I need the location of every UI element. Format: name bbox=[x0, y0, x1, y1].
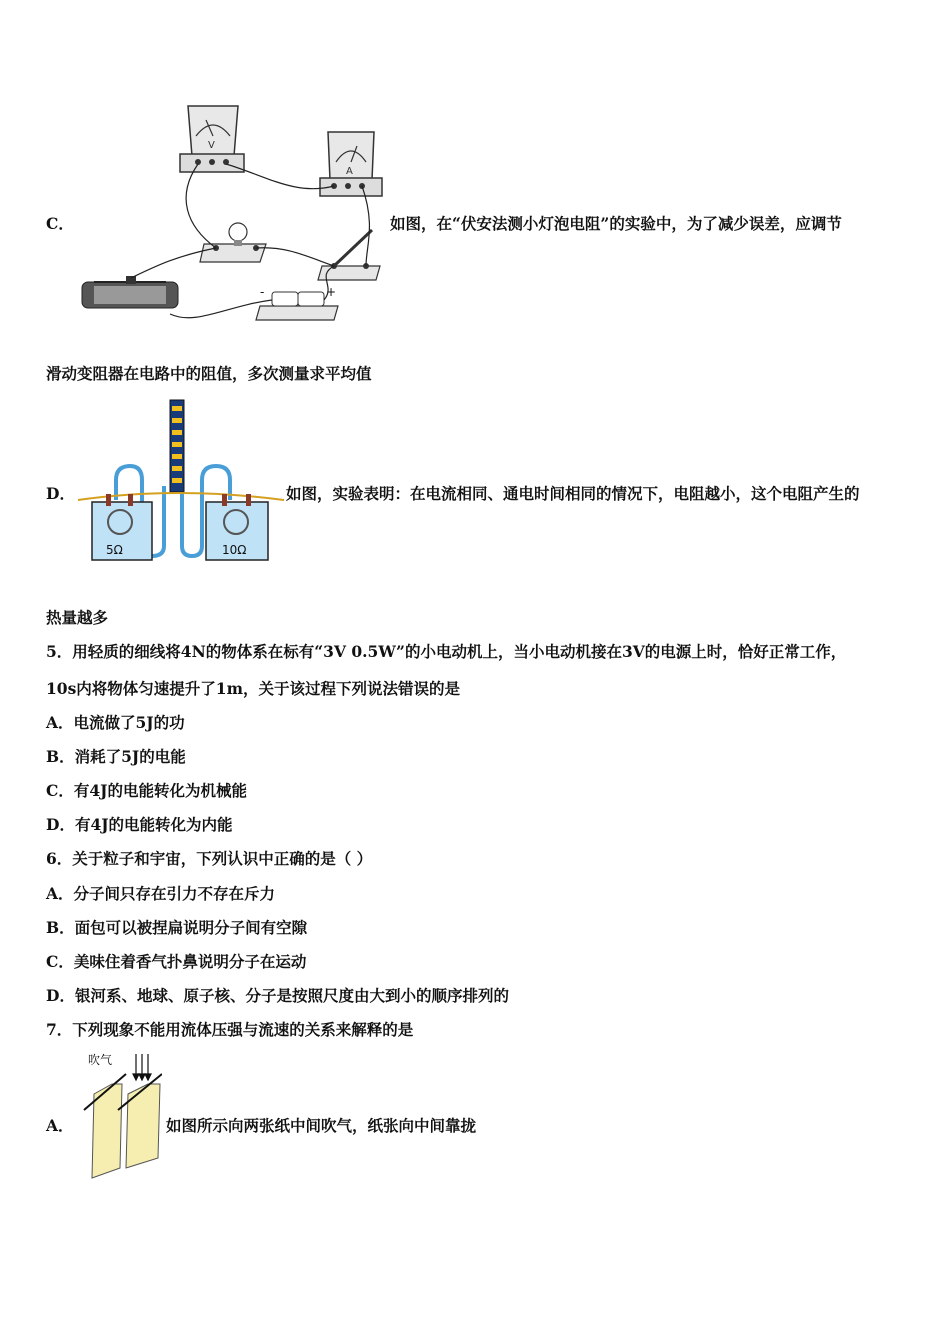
battery-minus-label: - bbox=[260, 285, 265, 299]
q7-stem: 7．下列现象不能用流体压强与流速的关系来解释的是 bbox=[46, 1020, 414, 1039]
option-c-letter: C． bbox=[46, 214, 74, 233]
q5-option-d: D．有4J的电能转化为内能 bbox=[46, 815, 233, 834]
right-container-icon bbox=[206, 494, 268, 560]
q6-option-d: D．银河系、地球、原子核、分子是按照尺度由大到小的顺序排列的 bbox=[46, 986, 509, 1005]
option-d-text-second: 热量越多 bbox=[46, 608, 109, 627]
voltmeter-icon bbox=[180, 106, 244, 172]
air-arrows-icon bbox=[133, 1054, 151, 1080]
ammeter-label: A bbox=[346, 166, 353, 177]
q5-stem-line2: 10s内将物体匀速提升了1m，关于该过程下列说法错误的是 bbox=[46, 679, 460, 698]
option-d-text-first: 如图，实验表明：在电流相同、通电时间相同的情况下，电阻越小，这个电阻产生的 bbox=[286, 484, 860, 503]
q5-option-a: A．电流做了5J的功 bbox=[46, 713, 185, 732]
blow-label: 吹气 bbox=[88, 1053, 113, 1067]
q6-option-c: C．美味住着香气扑鼻说明分子在运动 bbox=[46, 952, 307, 971]
q6-option-b: B．面包可以被捏扁说明分子间有空隙 bbox=[46, 918, 308, 937]
q6-stem: 6．关于粒子和宇宙，下列认识中正确的是（ ） bbox=[46, 849, 373, 868]
left-resistor-label: 5Ω bbox=[106, 543, 123, 557]
left-container-icon bbox=[92, 494, 152, 560]
q5-stem-line1: 5．用轻质的细线将4N的物体系在标有“3V 0.5W”的小电动机上，当小电动机接在3V的电源上时，恰好正常工作， bbox=[46, 642, 847, 661]
q5-option-c: C．有4J的电能转化为机械能 bbox=[46, 781, 247, 800]
q7-option-a-text: 如图所示向两张纸中间吹气，纸张向中间靠拢 bbox=[166, 1116, 477, 1135]
q7-option-a-letter: A． bbox=[46, 1116, 74, 1135]
q5-option-b: B．消耗了5J的电能 bbox=[46, 747, 186, 766]
option-c-text-second: 滑动变阻器在电路中的阻值，多次测量求平均值 bbox=[46, 364, 372, 383]
q6-option-a: A．分子间只存在引力不存在斥力 bbox=[46, 884, 276, 903]
joule-heating-figure bbox=[76, 396, 286, 564]
rheostat-icon bbox=[82, 276, 178, 308]
battery-plus-label: + bbox=[326, 285, 337, 299]
option-d-letter: D． bbox=[46, 484, 75, 503]
blowing-paper-figure bbox=[78, 1050, 162, 1180]
ammeter-icon bbox=[320, 132, 382, 196]
battery-icon bbox=[256, 285, 338, 320]
option-c-text-first: 如图，在“伏安法测小灯泡电阻”的实验中，为了减少误差，应调节 bbox=[390, 214, 842, 233]
right-resistor-label: 10Ω bbox=[222, 543, 247, 557]
paper-sheets-icon bbox=[84, 1074, 162, 1178]
voltammetry-circuit-figure bbox=[76, 96, 386, 326]
voltmeter-label: V bbox=[208, 140, 215, 151]
